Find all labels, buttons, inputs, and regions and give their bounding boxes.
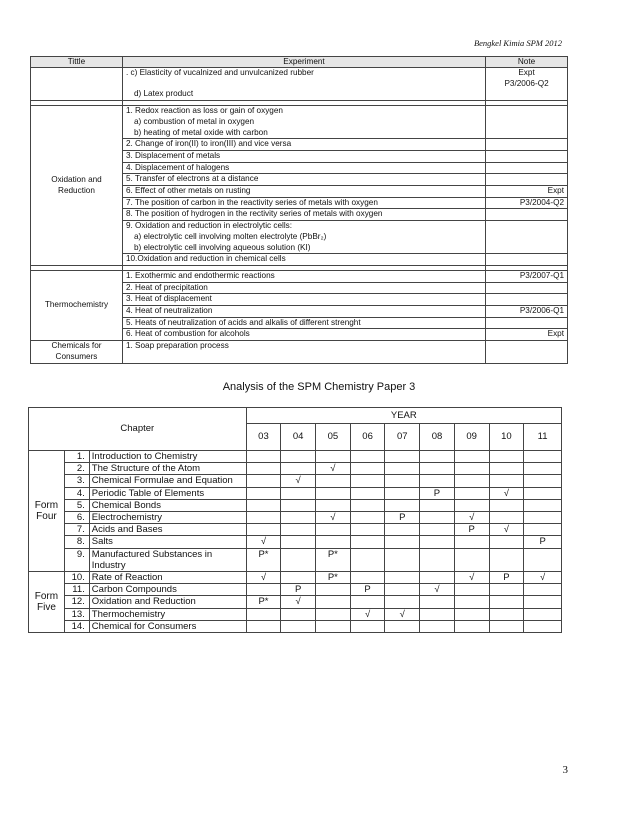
year-mark: P* (246, 548, 281, 571)
year-mark (316, 475, 351, 487)
year-mark (281, 524, 316, 536)
year-mark (385, 620, 420, 632)
year-cell: 07 (385, 424, 420, 451)
form-five-label (29, 572, 65, 633)
year-mark (385, 475, 420, 487)
chapter-number: 11. (64, 584, 89, 596)
note-cell (486, 254, 568, 266)
year-mark (524, 487, 562, 499)
table-row (31, 68, 568, 101)
year-mark (454, 596, 489, 608)
note-cell: P3/2007-Q1 (486, 270, 568, 282)
year-mark: P (489, 572, 524, 584)
experiment-cell: 1. Soap preparation process (122, 341, 485, 363)
note-cell (486, 341, 568, 363)
year-mark (281, 536, 316, 548)
experiment-cell: 5. Heats of neutralization of acids and alkalis of different strenght (122, 317, 485, 329)
year-mark (281, 463, 316, 475)
note-cell (486, 209, 568, 221)
year-mark: √ (281, 596, 316, 608)
empty-title-cell (31, 68, 123, 101)
consumers-title (31, 341, 123, 363)
year-mark (524, 608, 562, 620)
year-mark (316, 536, 351, 548)
chapter-number: 1. (64, 451, 89, 463)
experiment-line: 9. Oxidation and reduction in electrolytic cells: (125, 221, 293, 231)
year-mark (524, 584, 562, 596)
experiment-cell: 6. Effect of other metals on rusting (122, 186, 485, 198)
table-row (29, 487, 562, 499)
note-header: Note (486, 57, 568, 68)
table-row (31, 341, 568, 363)
year-mark (420, 451, 455, 463)
chapter-number: 9. (64, 548, 89, 571)
year-label-row (29, 408, 562, 424)
table-row (29, 596, 562, 608)
year-cell: 09 (454, 424, 489, 451)
year-mark (246, 584, 281, 596)
year-mark (385, 584, 420, 596)
note-cell (486, 221, 568, 254)
note-cell (486, 162, 568, 174)
note-cell: P3/2004-Q2 (486, 197, 568, 209)
year-mark: √ (316, 512, 351, 524)
year-mark (281, 499, 316, 511)
year-mark (489, 499, 524, 511)
year-mark (524, 548, 562, 571)
title-line: Oxidation and (51, 174, 102, 184)
year-mark (350, 596, 385, 608)
table-row (29, 451, 562, 463)
chapter-number: 5. (64, 499, 89, 511)
year-mark (524, 524, 562, 536)
year-mark: P (350, 584, 385, 596)
year-mark: P* (246, 596, 281, 608)
table-row (29, 608, 562, 620)
year-mark (281, 620, 316, 632)
note-cell (486, 294, 568, 306)
chapter-name: Manufactured Substances in Industry (89, 548, 246, 571)
experiment-line: b) electrolytic cell involving aqueous solution (KI) (133, 242, 311, 252)
year-mark (385, 524, 420, 536)
year-mark (281, 487, 316, 499)
year-mark (246, 512, 281, 524)
year-mark (246, 463, 281, 475)
year-mark (454, 620, 489, 632)
year-mark (246, 620, 281, 632)
year-mark (350, 512, 385, 524)
topics-table (30, 56, 568, 364)
year-mark: √ (246, 536, 281, 548)
year-mark (489, 512, 524, 524)
year-mark (385, 548, 420, 571)
page-number: 3 (562, 764, 568, 776)
year-cell: 11 (524, 424, 562, 451)
year-mark (350, 451, 385, 463)
experiment-cell (122, 68, 485, 101)
chapter-name: Electrochemistry (89, 512, 246, 524)
note-line: Expt (518, 68, 535, 77)
experiment-cell: 4. Heat of neutralization (122, 306, 485, 318)
experiment-cell: 5. Transfer of electrons at a distance (122, 174, 485, 186)
table-row (29, 620, 562, 632)
experiment-cell: 2. Heat of precipitation (122, 282, 485, 294)
experiment-header: Experiment (122, 57, 485, 68)
year-mark (316, 608, 351, 620)
year-mark (385, 487, 420, 499)
year-mark (524, 512, 562, 524)
year-mark (350, 463, 385, 475)
chapter-number: 2. (64, 463, 89, 475)
year-mark (316, 451, 351, 463)
year-mark (350, 572, 385, 584)
year-mark (385, 536, 420, 548)
year-cell: 05 (316, 424, 351, 451)
chapter-number: 4. (64, 487, 89, 499)
form-line: Form (34, 590, 59, 602)
experiment-cell: 2. Change of iron(II) to iron(III) and vice versa (122, 139, 485, 151)
chapter-name: Acids and Bases (89, 524, 246, 536)
year-cell: 04 (281, 424, 316, 451)
year-header: YEAR (246, 408, 561, 424)
form-four-label (29, 451, 65, 572)
table-row (29, 572, 562, 584)
chapter-header: Chapter (29, 408, 247, 451)
year-mark (524, 451, 562, 463)
year-mark (489, 548, 524, 571)
form-line: Five (36, 602, 56, 614)
year-mark: P (281, 584, 316, 596)
year-mark (350, 524, 385, 536)
year-mark (524, 620, 562, 632)
year-cell: 08 (420, 424, 455, 451)
chapter-number: 12. (64, 596, 89, 608)
table-row (29, 584, 562, 596)
chapter-number: 8. (64, 536, 89, 548)
experiment-line: d) Latex product (133, 89, 194, 99)
year-mark: √ (350, 608, 385, 620)
experiment-cell: 1. Exothermic and endothermic reactions (122, 270, 485, 282)
note-cell (486, 282, 568, 294)
table-row (29, 512, 562, 524)
year-mark: √ (454, 512, 489, 524)
year-mark (316, 596, 351, 608)
year-mark (385, 572, 420, 584)
chapter-number: 13. (64, 608, 89, 620)
year-mark (420, 572, 455, 584)
year-mark: √ (454, 572, 489, 584)
year-mark (454, 451, 489, 463)
title-line: Reduction (58, 185, 95, 195)
year-mark (350, 548, 385, 571)
year-mark (454, 608, 489, 620)
year-mark (281, 608, 316, 620)
chapter-name: Chemical Formulae and Equation (89, 475, 246, 487)
chapter-name: Salts (89, 536, 246, 548)
year-mark (246, 487, 281, 499)
chapter-name: Thermochemistry (89, 608, 246, 620)
experiment-cell (122, 221, 485, 254)
chapter-name: Rate of Reaction (89, 572, 246, 584)
experiment-cell: 6. Heat of combustion for alcohols (122, 329, 485, 341)
year-mark (454, 536, 489, 548)
note-cell (486, 106, 568, 139)
year-mark (246, 524, 281, 536)
chapter-number: 6. (64, 512, 89, 524)
year-mark (489, 608, 524, 620)
experiment-line: a) combustion of metal in oxygen (133, 116, 255, 126)
year-mark: √ (420, 584, 455, 596)
year-mark: P (524, 536, 562, 548)
year-mark: P (420, 487, 455, 499)
year-mark (420, 596, 455, 608)
year-mark (246, 499, 281, 511)
note-cell: P3/2006-Q1 (486, 306, 568, 318)
year-mark (489, 584, 524, 596)
experiment-line: 1. Redox reaction as loss or gain of oxygen (125, 106, 283, 116)
experiment-cell: 3. Displacement of metals (122, 150, 485, 162)
chapter-name: Periodic Table of Elements (89, 487, 246, 499)
year-mark: P (385, 512, 420, 524)
experiment-cell: 3. Heat of displacement (122, 294, 485, 306)
form-line: Four (36, 511, 57, 523)
chapter-number: 7. (64, 524, 89, 536)
experiment-cell: 10.Oxidation and reduction in chemical cells (122, 254, 485, 266)
year-mark: P* (316, 548, 351, 571)
table-row (31, 270, 568, 282)
table-row (31, 106, 568, 139)
note-line: P3/2006-Q2 (504, 78, 549, 88)
analysis-caption: Analysis of the SPM Chemistry Paper 3 (222, 381, 416, 393)
year-mark (420, 463, 455, 475)
year-mark (281, 512, 316, 524)
note-cell (486, 317, 568, 329)
year-mark (316, 620, 351, 632)
table-row (29, 524, 562, 536)
year-mark: √ (489, 487, 524, 499)
year-mark (524, 475, 562, 487)
year-mark (420, 512, 455, 524)
note-cell (486, 150, 568, 162)
year-cell: 03 (246, 424, 281, 451)
topics-header-row (31, 57, 568, 68)
year-mark: √ (385, 608, 420, 620)
year-mark (246, 608, 281, 620)
year-mark (281, 451, 316, 463)
title-line: Consumers (55, 351, 98, 361)
table-row (29, 463, 562, 475)
experiment-line: . c) Elasticity of vucalnized and unvulcanized rubber (125, 68, 314, 77)
chapter-number: 10. (64, 572, 89, 584)
year-mark (420, 536, 455, 548)
chapter-name: Chemical Bonds (89, 499, 246, 511)
header-note: Bengkel Kimia SPM 2012 (473, 38, 562, 48)
year-mark (316, 487, 351, 499)
year-mark (420, 524, 455, 536)
year-mark (385, 499, 420, 511)
year-mark (489, 463, 524, 475)
year-mark (420, 499, 455, 511)
year-mark (420, 608, 455, 620)
year-mark: √ (489, 524, 524, 536)
chapter-number: 3. (64, 475, 89, 487)
table-row (29, 499, 562, 511)
year-mark: P* (316, 572, 351, 584)
title-header: Tittle (31, 57, 123, 68)
year-cell: 06 (350, 424, 385, 451)
year-mark (489, 536, 524, 548)
note-cell: Expt (486, 186, 568, 198)
experiment-cell (122, 106, 485, 139)
chapter-name: Carbon Compounds (89, 584, 246, 596)
year-mark (454, 487, 489, 499)
year-mark (385, 596, 420, 608)
year-mark (454, 475, 489, 487)
note-cell: Expt (486, 329, 568, 341)
year-mark (454, 548, 489, 571)
year-mark (420, 620, 455, 632)
experiment-line: b) heating of metal oxide with carbon (133, 127, 268, 137)
year-mark (316, 584, 351, 596)
experiment-cell: 8. The position of hydrogen in the rectivity series of metals with oxygen (122, 209, 485, 221)
year-mark (489, 620, 524, 632)
year-mark (385, 451, 420, 463)
chapter-name: Oxidation and Reduction (89, 596, 246, 608)
year-mark (489, 475, 524, 487)
experiment-line: a) electrolytic cell involving molten electrolyte (PbBr₂) (133, 231, 327, 241)
year-mark (489, 451, 524, 463)
thermochemistry-title: Thermochemistry (31, 270, 123, 340)
year-mark (420, 475, 455, 487)
table-row (29, 536, 562, 548)
year-mark: √ (524, 572, 562, 584)
year-mark (350, 620, 385, 632)
year-cell: 10 (489, 424, 524, 451)
year-mark (420, 548, 455, 571)
year-mark (281, 548, 316, 571)
analysis-table (28, 407, 562, 633)
chapter-number: 14. (64, 620, 89, 632)
year-mark (454, 463, 489, 475)
oxidation-title (31, 106, 123, 266)
year-mark (454, 499, 489, 511)
year-mark (385, 463, 420, 475)
year-mark: √ (246, 572, 281, 584)
chapter-name: Introduction to Chemistry (89, 451, 246, 463)
year-mark (524, 499, 562, 511)
year-mark (350, 475, 385, 487)
table-row (29, 475, 562, 487)
note-cell (486, 68, 568, 101)
table-row (29, 548, 562, 571)
year-mark: P (454, 524, 489, 536)
year-mark (316, 524, 351, 536)
year-mark (316, 499, 351, 511)
title-line: Chemicals for (51, 341, 102, 351)
year-mark: √ (281, 475, 316, 487)
year-mark (524, 463, 562, 475)
chapter-name: Chemical for Consumers (89, 620, 246, 632)
form-line: Form (34, 499, 59, 511)
chapter-name: The Structure of the Atom (89, 463, 246, 475)
year-mark (246, 451, 281, 463)
year-mark (350, 536, 385, 548)
year-mark (350, 487, 385, 499)
year-mark: √ (316, 463, 351, 475)
note-cell (486, 174, 568, 186)
year-mark (281, 572, 316, 584)
experiment-cell: 7. The position of carbon in the reactivity series of metals with oxygen (122, 197, 485, 209)
year-mark (489, 596, 524, 608)
year-mark (350, 499, 385, 511)
note-cell (486, 139, 568, 151)
year-mark (524, 596, 562, 608)
experiment-cell: 4. Displacement of halogens (122, 162, 485, 174)
experiment-line (126, 79, 482, 90)
year-mark (454, 584, 489, 596)
year-mark (246, 475, 281, 487)
